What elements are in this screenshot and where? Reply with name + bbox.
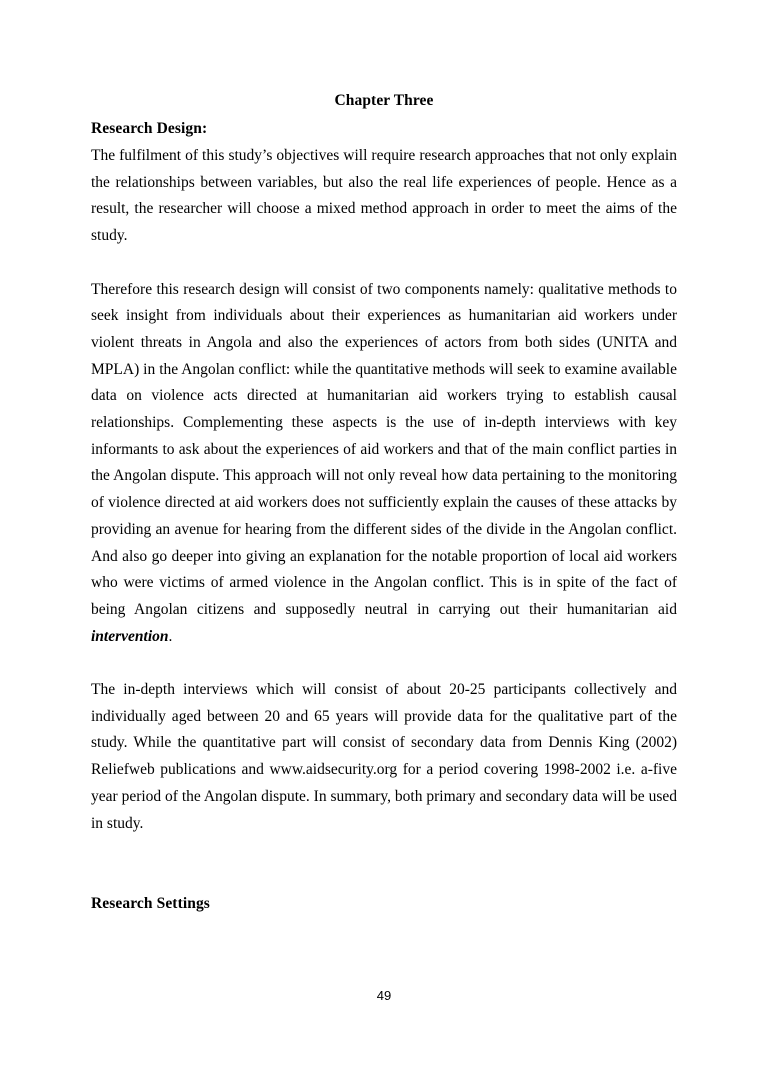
paragraph-2-emphasis-intervention: intervention — [91, 627, 169, 645]
research-design-paragraph-1: The fulfilment of this study’s objectives will require research approaches that not only explain the relationships between variables, but also the real life experiences of people. Hence as a result, the researcher will choose a mixed method approach in order to meet the aims of the study. — [91, 147, 677, 245]
paragraph-spacer — [91, 250, 677, 277]
section-spacer — [91, 837, 677, 890]
page-number: 49 — [376, 988, 392, 1003]
research-settings-heading: Research Settings — [91, 894, 210, 912]
paragraph-2-text-lead: Therefore this research design will consist of two components namely: qualitative methods to seek insight from individuals about their experiences as humanitarian aid workers under violent threats in Angola and also the experiences of actors from both sides (UNITA and MPLA) in the Angolan conflict: while the quantitative methods will seek to examine available data on violence acts directed at humanitarian aid workers trying to establish causal relationships. Complementing these aspects is the use of in-depth interviews with key informants to ask about the experiences of aid workers and that of the main conflict parties in the Angolan dispute. This approach will not only reveal how data pertaining to the monitoring of violence directed at aid workers does not sufficiently explain the causes of these attacks by providing an avenue for hearing from the different sides of the divide in the Angolan conflict. And also go deeper into giving an explanation for the notable proportion of local aid workers who were victims of armed violence in the Angolan conflict. This is in spite of the fact of being Angolan citizens and supposedly neutral in carrying out their humanitarian aid — [91, 280, 677, 618]
research-design-heading: Research Design: — [91, 119, 208, 137]
paragraph-2-text-tail: . — [168, 627, 173, 645]
research-design-paragraph-2 — [91, 277, 677, 651]
research-design-paragraph-3: The in-depth interviews which will consist of about 20-25 participants collectively and individually aged between 20 and 65 years will provide data for the qualitative part of the study. While the quantitative part will consist of secondary data from Dennis King (2002) Reliefweb publications and www.aidsecurity.org for a period covering 1998-2002 i.e. a-five year period of the Angolan dispute. In summary, both primary and secondary data will be used in study. — [91, 681, 677, 832]
paragraph-spacer — [91, 650, 677, 677]
page-content — [91, 88, 677, 918]
chapter-title: Chapter Three — [334, 92, 434, 109]
